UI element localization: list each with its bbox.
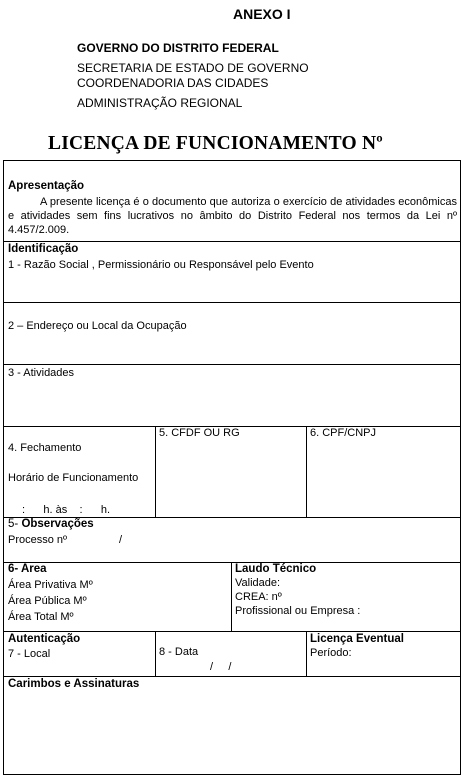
field-professional[interactable]: Profissional ou Empresa : — [235, 605, 361, 617]
divider — [4, 631, 460, 632]
eventual-license-heading: Licença Eventual — [310, 633, 404, 645]
technical-report-heading: Laudo Técnico — [235, 563, 317, 575]
divider — [306, 631, 307, 676]
divider — [4, 676, 460, 677]
field-validity[interactable]: Validade: — [235, 577, 281, 589]
annex-title: ANEXO I — [233, 6, 291, 22]
date-format: / / — [210, 661, 232, 673]
divider — [155, 631, 156, 676]
identification-heading: Identificação — [8, 243, 79, 255]
divider — [4, 302, 460, 303]
government-name: GOVERNO DO DISTRITO FEDERAL — [77, 41, 279, 55]
divider — [4, 562, 460, 563]
field-place[interactable]: 7 - Local — [8, 648, 51, 660]
process-separator: / — [119, 534, 123, 546]
field-crea[interactable]: CREA: nº — [235, 591, 282, 603]
stamps-signatures-heading: Carimbos e Assinaturas — [8, 678, 140, 690]
field-closing[interactable]: 4. Fechamento — [8, 442, 82, 454]
field-public-area[interactable]: Área Pública Mº — [8, 595, 87, 607]
opening-hours-format[interactable]: : h. às : h. — [22, 504, 111, 516]
license-title: LICENÇA DE FUNCIONAMENTO Nº — [48, 133, 383, 154]
field-address[interactable]: 2 – Endereço ou Local da Ocupação — [8, 320, 187, 332]
divider — [306, 426, 307, 517]
administration-name: ADMINISTRAÇÃO REGIONAL — [77, 96, 243, 110]
presentation-heading: Apresentação — [8, 180, 85, 192]
presentation-text: A presente licença é o documento que autoriza o exercício de atividades econômicas e atividades sem fins lucrativos no âmbito do Distrito Federal nos termos da Lei nº 4.457/2.009. — [8, 196, 457, 236]
field-cpf-cnpj[interactable]: 6. CPF/CNPJ — [310, 427, 377, 439]
field-total-area[interactable]: Área Total Mº — [8, 611, 74, 623]
field-activities[interactable]: 3 - Atividades — [8, 367, 75, 379]
divider — [155, 426, 156, 517]
field-private-area[interactable]: Área Privativa Mº — [8, 579, 93, 591]
coordination-name: COORDENADORIA DAS CIDADES — [77, 76, 269, 90]
field-date[interactable]: 8 - Data — [159, 646, 199, 658]
secretariat-name: SECRETARIA DE ESTADO DE GOVERNO — [77, 61, 309, 75]
field-period[interactable]: Período: — [310, 647, 352, 659]
field-process-number[interactable]: Processo nº — [8, 534, 68, 546]
divider — [4, 364, 460, 365]
observations-heading: 5- Observações — [8, 518, 94, 530]
field-cfdf-rg[interactable]: 5. CFDF OU RG — [159, 427, 240, 439]
area-heading: 6- Area — [8, 563, 47, 575]
field-company-name[interactable]: 1 - Razão Social , Permissionário ou Responsável pelo Evento — [8, 259, 314, 271]
divider — [231, 562, 232, 631]
license-form — [3, 160, 461, 775]
authentication-heading: Autenticação — [8, 633, 81, 645]
opening-hours-label: Horário de Funcionamento — [8, 472, 139, 484]
divider — [4, 241, 460, 242]
